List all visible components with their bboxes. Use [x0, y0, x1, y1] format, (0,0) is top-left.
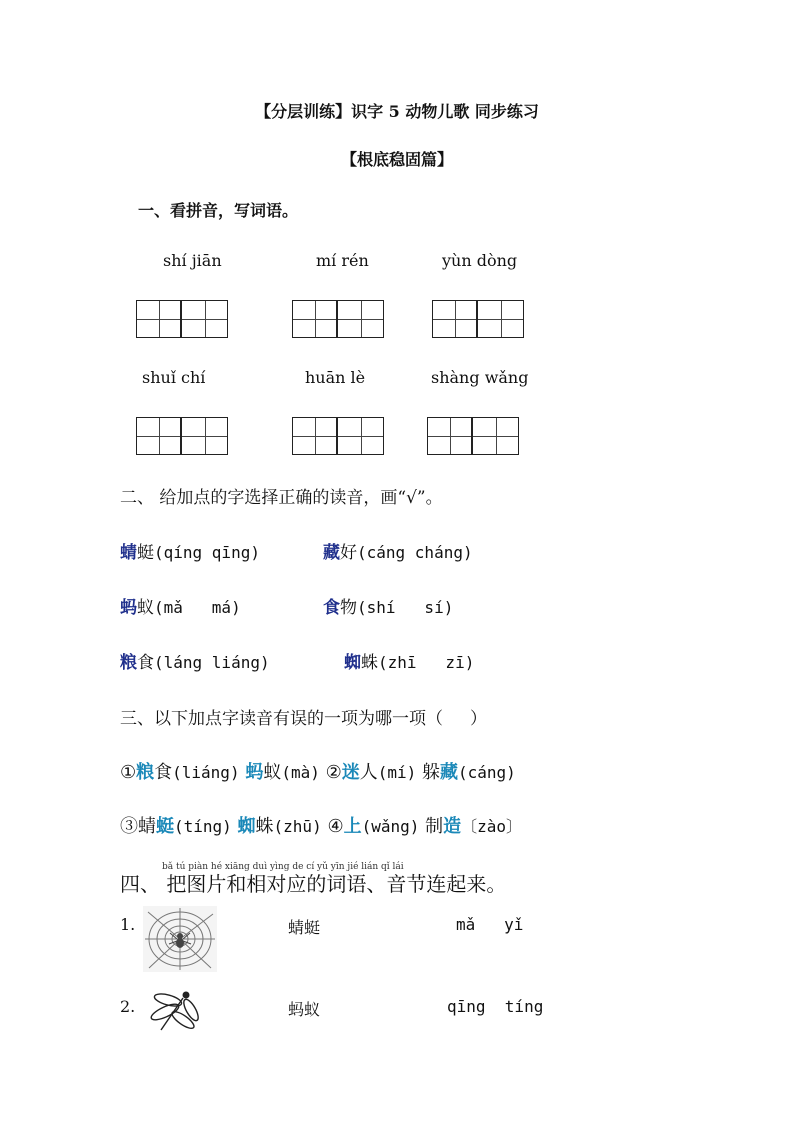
- q1-pinyin-2: mí rén: [316, 251, 369, 270]
- dotted-char: 食: [323, 598, 340, 618]
- char: 人: [359, 762, 378, 783]
- dragonfly-icon[interactable]: [143, 988, 203, 1036]
- pinyin: (zhū): [273, 817, 322, 836]
- q2-item-3: [120, 593, 241, 618]
- dotted-char: 藏: [323, 543, 340, 563]
- char: 蛛: [361, 653, 378, 673]
- q1-pinyin-3: yùn dòng: [442, 251, 518, 270]
- tianzige-box-5[interactable]: [292, 417, 384, 455]
- char: 食: [154, 762, 173, 783]
- char: 蚁: [263, 762, 282, 783]
- option-number[interactable]: ④: [327, 816, 344, 837]
- section-title: 【根底稳固篇】: [340, 150, 453, 169]
- dotted-char: 蜘: [237, 816, 256, 837]
- char: 蜻: [138, 816, 156, 837]
- q2-item-4: [323, 593, 453, 618]
- tianzige-box-2[interactable]: [292, 300, 384, 338]
- tianzige-box-4[interactable]: [136, 417, 228, 455]
- char: 蛛: [255, 816, 274, 837]
- pinyin: (mí): [377, 763, 417, 782]
- tianzige-box-6[interactable]: [427, 417, 519, 455]
- q2-item-1: [120, 538, 260, 563]
- dotted-char: 蜻: [120, 543, 137, 563]
- pinyin-options[interactable]: (cáng cháng): [357, 543, 473, 562]
- q4-row-number: 1.: [120, 915, 136, 934]
- q2-item-5: [120, 648, 270, 673]
- q1-pinyin-6: shàng wǎng: [431, 368, 529, 387]
- pinyin: (mà): [281, 763, 320, 782]
- dotted-char: 迷: [341, 762, 360, 783]
- q2-heading: 二、 给加点的字选择正确的读音，画“√”。: [120, 488, 443, 508]
- pinyin: (liáng): [172, 763, 240, 782]
- q4-row-number: 2.: [120, 997, 136, 1016]
- document-title: 【分层训练】识字 5 动物儿歌 同步练习: [255, 102, 539, 121]
- pinyin: (tíng): [174, 817, 232, 836]
- pinyin-options[interactable]: (shí sí): [357, 598, 454, 617]
- q3-line-2: [120, 812, 522, 838]
- q4-heading-pinyin: bǎ tú piàn hé xiāng duì yìng de cí yǔ yīn jié lián qǐ lái: [162, 862, 404, 872]
- dotted-char: 上: [343, 816, 362, 837]
- dotted-char: 粮: [120, 653, 137, 673]
- dotted-char: 粮: [136, 762, 155, 783]
- q4-pinyin-1[interactable]: mǎ yǐ: [456, 915, 524, 934]
- spider-web-icon[interactable]: [143, 906, 217, 972]
- pinyin-options[interactable]: (láng liáng): [154, 653, 270, 672]
- q4-pinyin-2[interactable]: qīng tíng: [447, 997, 544, 1016]
- char: 躲: [421, 762, 440, 783]
- q1-pinyin-1: shí jiān: [163, 251, 222, 270]
- q2-item-6: [344, 648, 474, 673]
- pinyin: 〔zào〕: [461, 817, 523, 836]
- q1-heading: 一、看拼音，写词语。: [138, 201, 299, 220]
- q3-line-1: [120, 758, 516, 784]
- tianzige-box-1[interactable]: [136, 300, 228, 338]
- q4-heading: 四、 把图片和相对应的词语、音节连起来。: [120, 872, 507, 896]
- pinyin: (cáng): [457, 763, 516, 782]
- q1-pinyin-5: huān lè: [305, 368, 366, 387]
- option-number[interactable]: ②: [325, 762, 342, 783]
- pinyin-options[interactable]: (zhī zī): [378, 653, 475, 672]
- dotted-char: 蜓: [156, 816, 174, 837]
- tianzige-box-3[interactable]: [432, 300, 524, 338]
- option-number[interactable]: ③: [120, 816, 138, 837]
- q1-pinyin-4: shuǐ chí: [142, 368, 206, 387]
- char: 食: [137, 653, 154, 673]
- q4-word-1[interactable]: 蜻蜓: [288, 918, 321, 937]
- option-number[interactable]: ①: [120, 762, 137, 783]
- char: 物: [340, 598, 357, 618]
- dotted-char: 造: [443, 816, 462, 837]
- dotted-char: 蚂: [120, 598, 137, 618]
- pinyin-options[interactable]: (qíng qīng): [154, 543, 260, 562]
- q3-heading: 三、以下加点字读音有误的一项为哪一项（ ）: [120, 709, 488, 729]
- dotted-char: 蚂: [245, 762, 264, 783]
- char: 蚁: [137, 598, 154, 618]
- q2-item-2: [323, 538, 473, 563]
- pinyin-options[interactable]: (mǎ má): [154, 598, 241, 617]
- char: 好: [340, 543, 357, 563]
- char: 蜓: [137, 543, 154, 563]
- dotted-char: 藏: [439, 762, 458, 783]
- char: 制: [425, 816, 444, 837]
- dotted-char: 蜘: [344, 653, 361, 673]
- pinyin: (wǎng): [361, 817, 420, 836]
- q4-word-2[interactable]: 蚂蚁: [288, 1000, 321, 1019]
